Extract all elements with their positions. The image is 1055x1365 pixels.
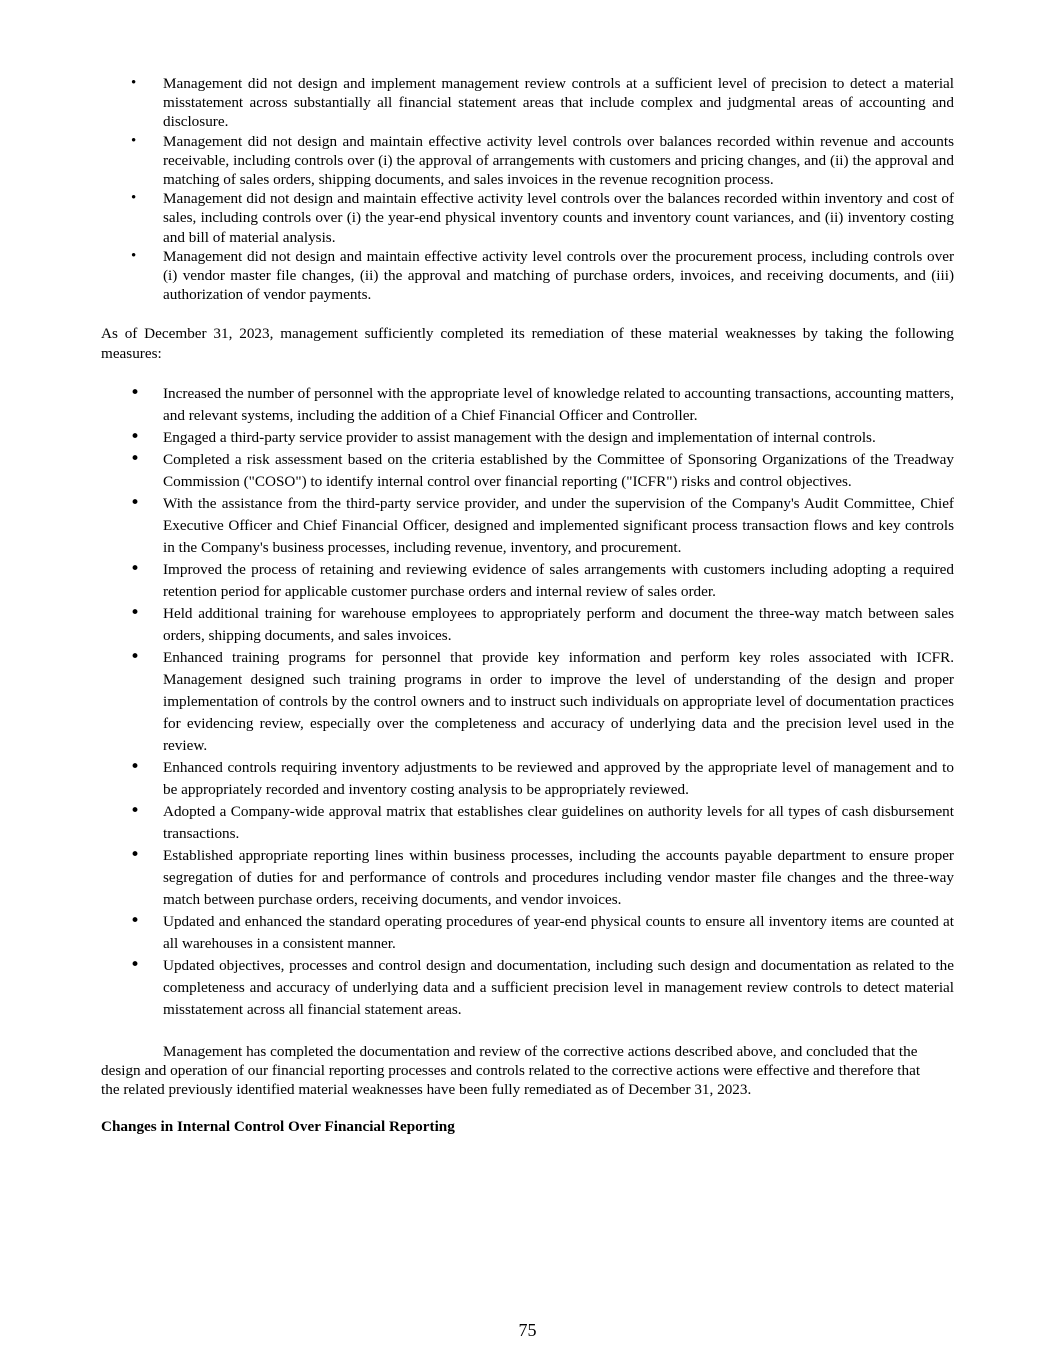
- list-item-text: Held additional training for warehouse employees to appropriately perform and document the three-way match between sales orders, shipping documents, and sales invoices.: [163, 604, 954, 644]
- weakness-list: [101, 74, 954, 304]
- list-item: [101, 74, 954, 132]
- list-item: [101, 383, 954, 427]
- list-item-text: Management did not design and maintain effective activity level controls over balances recorded within revenue and accounts receivable, including controls over (i) the approval of arrangements with customers and pricing changes, and (ii) the approval and matching of sales orders, shipping documents, and sales invoices in the revenue recognition process.: [163, 132, 954, 189]
- list-item-text: With the assistance from the third-party service provider, and under the supervision of the Company's Audit Committee, Chief Executive Officer and Chief Financial Officer, designed and implemented significant process transaction flows and key controls in the Company's business processes, including revenue, inventory, and procurement.: [163, 494, 954, 556]
- list-item: [101, 427, 954, 449]
- list-item-text: Updated objectives, processes and control design and documentation, including such design and documentation as related to the completeness and accuracy of underlying data and a sufficient precision level in management review controls to detect material misstatement across all financial statement areas.: [163, 956, 954, 1018]
- list-item: [101, 559, 954, 603]
- list-item: [101, 845, 954, 911]
- bullet-icon: •: [131, 247, 137, 264]
- list-item: [101, 911, 954, 955]
- remediation-list: [101, 383, 954, 1021]
- list-item: [101, 493, 954, 559]
- section-heading: Changes in Internal Control Over Financial Reporting: [101, 1118, 455, 1136]
- bullet-icon: •: [130, 910, 141, 931]
- bullet-icon: •: [130, 558, 141, 579]
- list-item: [101, 603, 954, 647]
- page-number: 75: [518, 1320, 537, 1340]
- list-item-text: Completed a risk assessment based on the criteria established by the Committee of Sponsoring Organizations of the Treadway Commission ("COSO") to identify internal control over financial reporting ("ICFR") risks and control objectives.: [163, 450, 954, 490]
- bullet-icon: •: [130, 602, 141, 623]
- list-item: [101, 449, 954, 493]
- list-item-text: Management did not design and maintain effective activity level controls over the balances recorded within inventory and cost of sales, including controls over (i) the year-end physical inventory counts and inventory count variances, and (ii) inventory costing and bill of material analysis.: [163, 190, 954, 246]
- list-item: [101, 247, 954, 305]
- list-item: [101, 189, 954, 247]
- bullet-icon: •: [130, 844, 141, 865]
- bullet-icon: •: [130, 448, 141, 469]
- list-item: [101, 757, 954, 801]
- list-item: [101, 801, 954, 845]
- list-item-text: Adopted a Company-wide approval matrix that establishes clear guidelines on authority levels for all types of cash disbursement transactions.: [163, 802, 954, 842]
- bullet-icon: •: [130, 800, 141, 821]
- bullet-icon: •: [130, 954, 141, 975]
- list-item-text: Improved the process of retaining and reviewing evidence of sales arrangements with customers including adopting a required retention period for applicable customer purchase orders and internal review of sales order.: [163, 560, 954, 600]
- document-page: [101, 74, 954, 1136]
- list-item-text: Increased the number of personnel with the appropriate level of knowledge related to accounting transactions, accounting matters, and relevant systems, including the addition of a Chief Financial Officer and Controller.: [163, 384, 954, 424]
- list-item: [101, 647, 954, 757]
- bullet-icon: •: [131, 132, 137, 149]
- list-item: [101, 132, 954, 190]
- list-item-text: Management did not design and maintain effective activity level controls over the procurement process, including controls over (i) vendor master file changes, (ii) the approval and matching of purchase orders, invoices, and receiving documents, and (iii) authorization of vendor payments.: [163, 247, 954, 304]
- list-item-text: Management did not design and implement management review controls at a sufficient level of precision to detect a material misstatement across substantially all financial statement areas that include complex and judgmental areas of accounting and disclosure.: [163, 75, 954, 131]
- list-item: [101, 955, 954, 1021]
- conclusion-paragraph: Management has completed the documentation and review of the corrective actions described above, and concluded that the design and operation of our financial reporting processes and controls related to the corrective actions were effective and therefore that the related previously identified material weaknesses have been fully remediated as of December 31, 2023.: [101, 1042, 921, 1099]
- bullet-icon: •: [131, 190, 137, 207]
- bullet-icon: •: [130, 646, 141, 667]
- bullet-icon: •: [130, 426, 141, 447]
- intro-paragraph: As of December 31, 2023, management sufficiently completed its remediation of these material weaknesses by taking the following measures:: [101, 325, 954, 362]
- bullet-icon: •: [131, 75, 137, 91]
- list-item-text: Enhanced training programs for personnel that provide key information and perform key roles associated with ICFR. Management designed such training programs in order to improve the level of understanding of the design and proper implementation of controls by the control owners and to instruct such individuals on appropriate level of documentation practices for evidencing review, especially over the completeness and accuracy of underlying data and the precision level used in the review.: [163, 648, 954, 754]
- bullet-icon: •: [130, 382, 141, 403]
- list-item-text: Established appropriate reporting lines within business processes, including the accounts payable department to ensure proper segregation of duties for and performance of controls and procedures including vendor master file changes and the three-way match between purchase orders, receiving documents, and vendor invoices.: [163, 846, 954, 908]
- list-item-text: Enhanced controls requiring inventory adjustments to be reviewed and approved by the appropriate level of management and to be appropriately recorded and inventory costing analysis to be appropriately reviewed.: [163, 758, 954, 798]
- list-item-text: Engaged a third-party service provider to assist management with the design and implementation of internal controls.: [163, 428, 876, 446]
- bullet-icon: •: [130, 492, 141, 513]
- list-item-text: Updated and enhanced the standard operating procedures of year-end physical counts to ensure all inventory items are counted at all warehouses in a consistent manner.: [163, 912, 954, 952]
- bullet-icon: •: [130, 756, 141, 777]
